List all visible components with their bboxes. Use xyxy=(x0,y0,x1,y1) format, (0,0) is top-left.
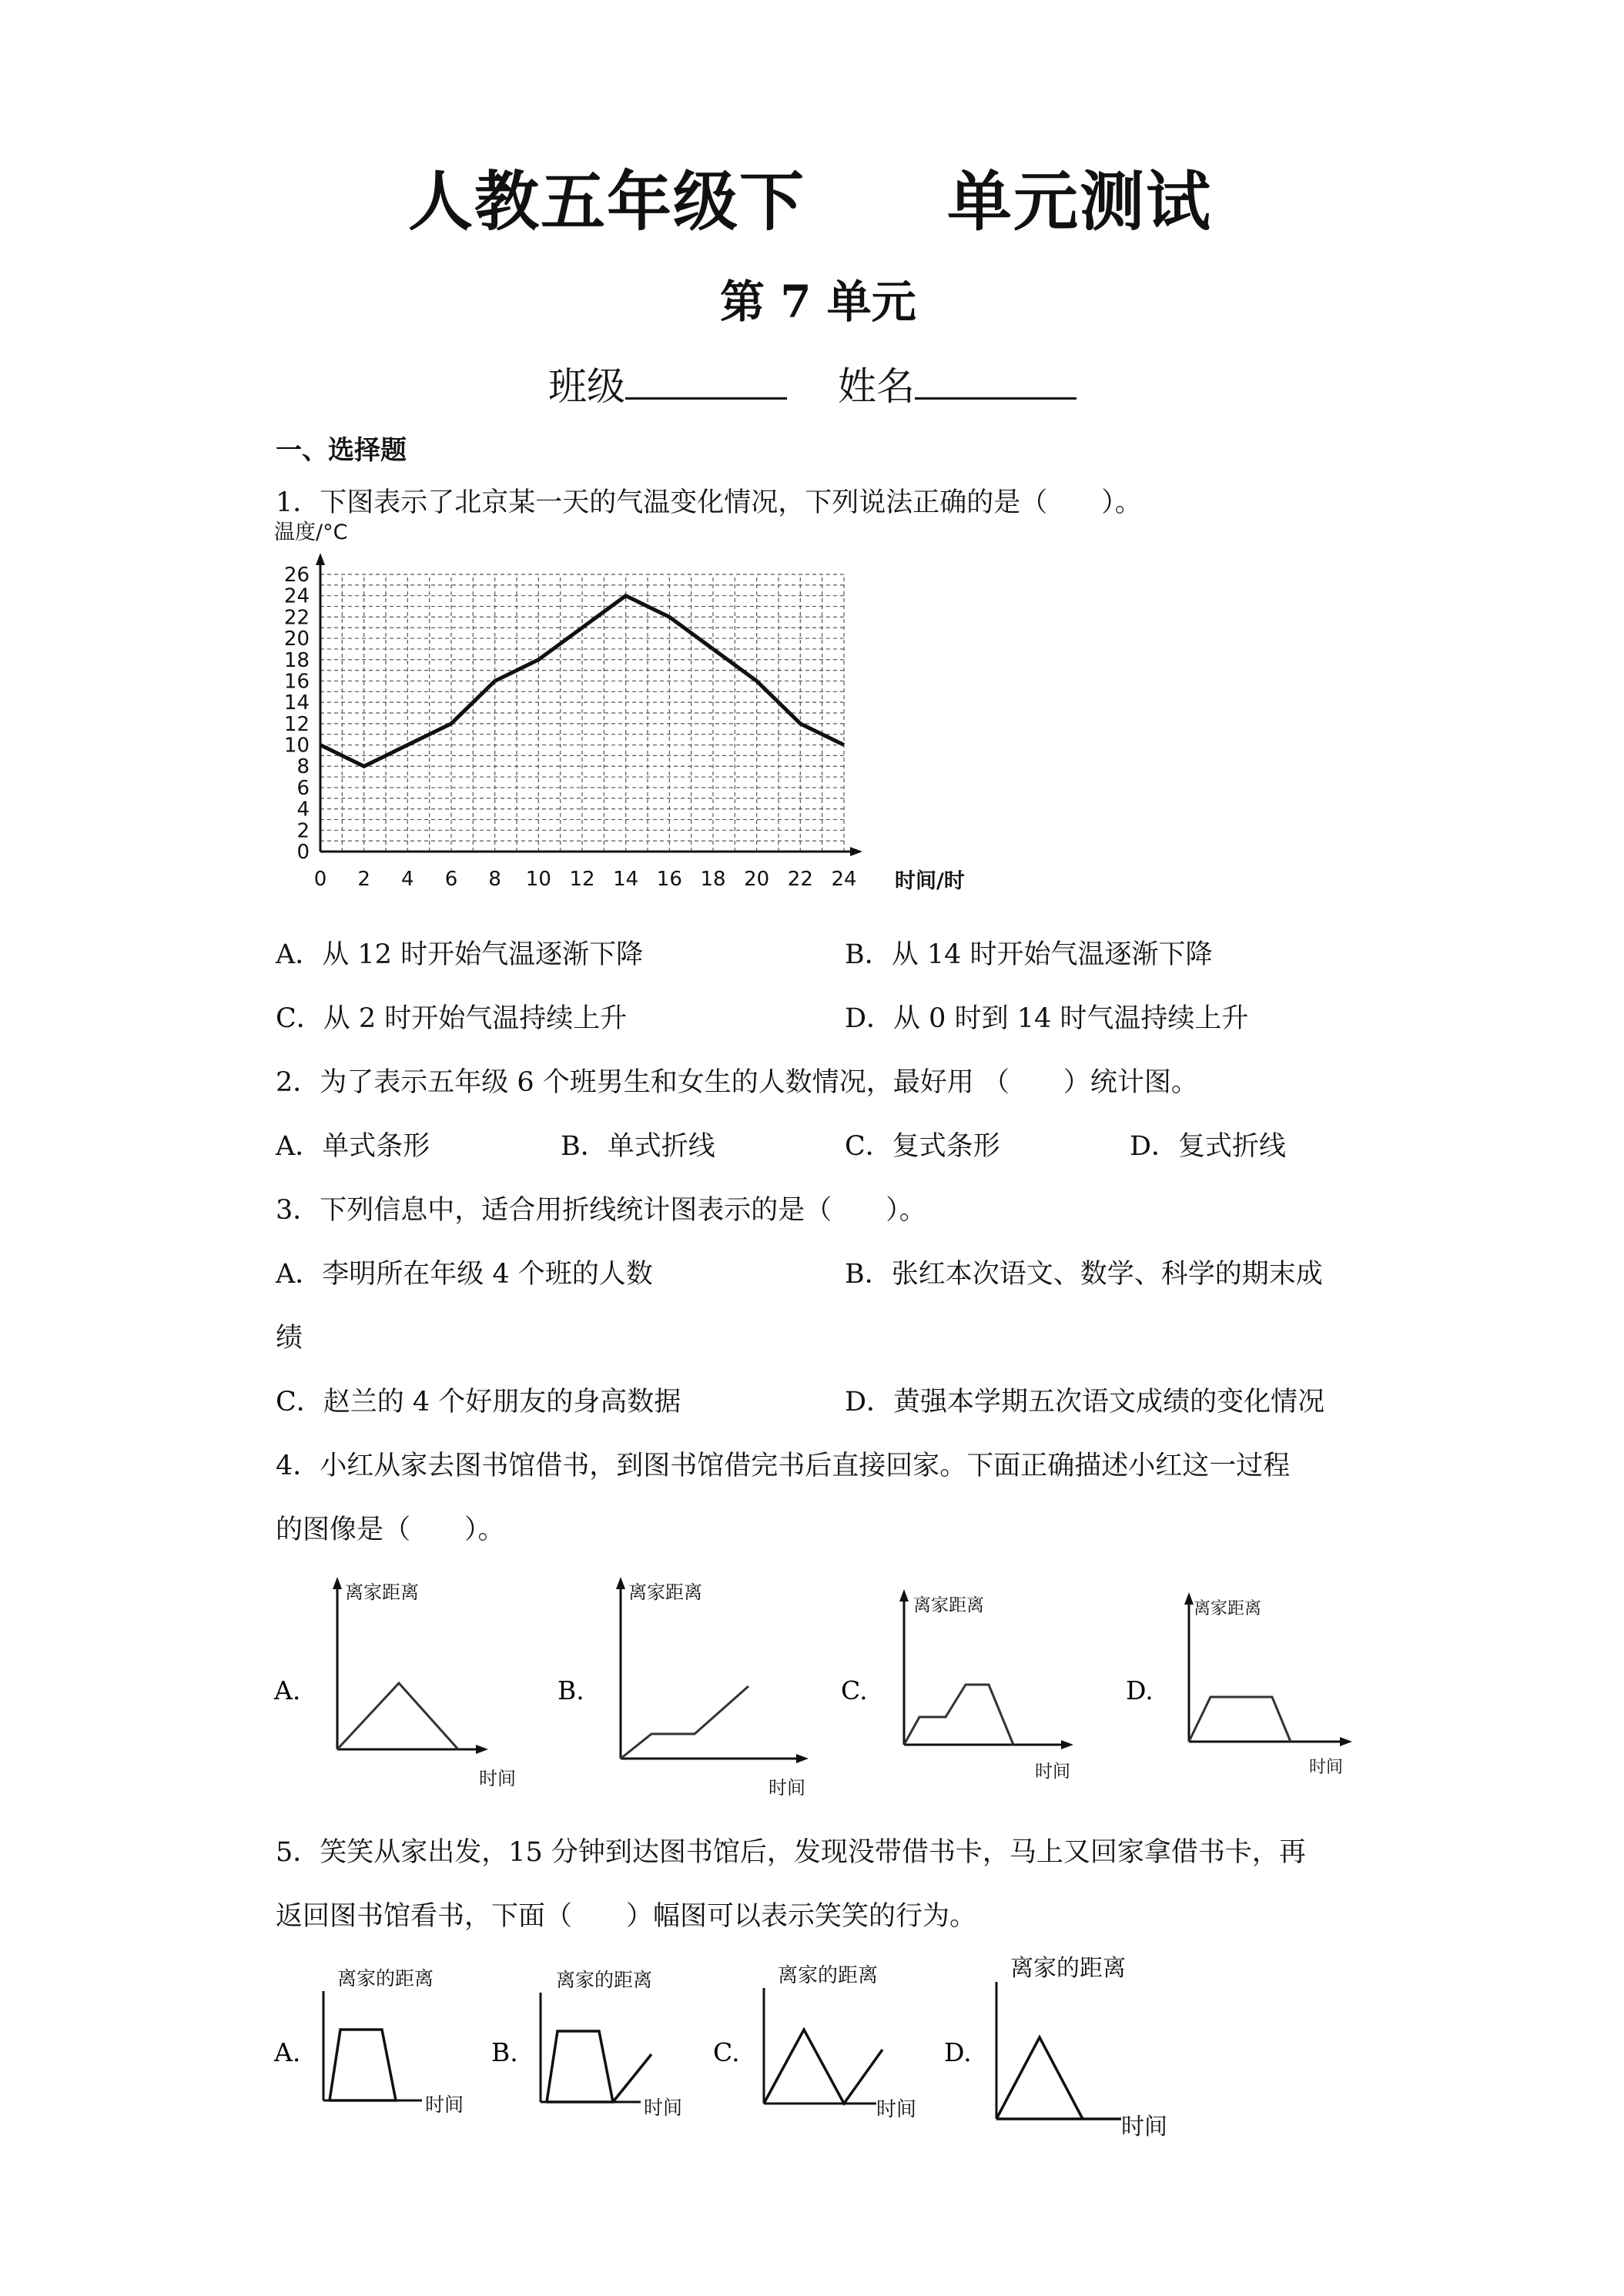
q5-graph-a[interactable] xyxy=(273,1967,464,2116)
q5-graph-b[interactable] xyxy=(491,1969,682,2119)
q5-a-ylabel: 离家的距离 xyxy=(337,1967,434,1990)
x-tick-label: 24 xyxy=(831,868,857,891)
y-tick-label: 10 xyxy=(283,734,310,758)
y-tick-label: 4 xyxy=(296,798,310,822)
q4-d-xlabel: 时间 xyxy=(1309,1758,1344,1777)
unit-title: 第 7 单元 xyxy=(720,276,916,328)
q2-stem: 2．为了表示五年级 6 个班男生和女生的人数情况，最好用 （ ）统计图。 xyxy=(276,1067,1198,1098)
q5-c-xlabel: 时间 xyxy=(876,2098,917,2121)
q5-stem-line1: 5．笑笑从家出发，15 分钟到达图书馆后，发现没带借书卡，马上又回家拿借书卡，再 xyxy=(276,1837,1306,1868)
q4-label-a: A. xyxy=(274,1675,301,1705)
q5-label-b: B. xyxy=(491,2037,518,2067)
name-blank[interactable] xyxy=(915,363,1077,400)
q5-graph-d[interactable] xyxy=(944,1955,1167,2140)
q4-graph-b[interactable] xyxy=(558,1577,809,1799)
q5-a-xlabel: 时间 xyxy=(425,2094,464,2116)
q4-label-b: B. xyxy=(558,1675,584,1705)
x-tick-label: 10 xyxy=(525,868,551,891)
q1-option-a[interactable]: A．从 12 时开始气温逐渐下降 xyxy=(276,939,644,970)
q4-a-xlabel: 时间 xyxy=(479,1768,516,1789)
q5-label-c: C. xyxy=(713,2037,740,2067)
q5-b-ylabel: 离家的距离 xyxy=(556,1969,653,1991)
q1-option-d[interactable]: D．从 0 时到 14 时气温持续上升 xyxy=(845,1003,1249,1034)
q4-a-ylabel: 离家距离 xyxy=(345,1581,419,1603)
q5-graphs xyxy=(270,1948,1386,2156)
q4-graph-d[interactable] xyxy=(1126,1592,1352,1777)
q2-option-b[interactable]: B．单式折线 xyxy=(561,1131,715,1162)
chart-grid xyxy=(320,574,844,852)
y-tick-label: 6 xyxy=(296,776,310,800)
q3-option-a[interactable]: A．李明所在年级 4 个班的人数 xyxy=(276,1259,653,1290)
x-axis-arrow xyxy=(850,847,862,856)
q5-b-xlabel: 时间 xyxy=(644,2097,683,2119)
q4-graph-a[interactable] xyxy=(273,1577,516,1789)
y-tick-label: 26 xyxy=(283,564,310,587)
y-tick-label: 2 xyxy=(296,819,310,843)
name-field xyxy=(838,356,1077,411)
q4-d-ylabel: 离家距离 xyxy=(1194,1599,1262,1618)
page-title-left: 人教五年级下 xyxy=(408,164,806,239)
x-tick-label: 6 xyxy=(444,868,458,891)
q4-b-ylabel: 离家距离 xyxy=(628,1581,702,1603)
x-tick-label: 0 xyxy=(313,868,327,891)
q4-label-d: D. xyxy=(1126,1675,1154,1705)
class-field xyxy=(548,356,787,411)
y-axis-arrow xyxy=(316,553,325,565)
q3-option-b[interactable]: B．张红本次语文、数学、科学的期末成 xyxy=(845,1259,1323,1290)
y-tick-label: 0 xyxy=(296,841,310,864)
q5-label-d: D. xyxy=(944,2037,972,2067)
q4-stem-line2: 的图像是（ ）。 xyxy=(276,1514,505,1545)
q3-stem: 3．下列信息中，适合用折线统计图表示的是（ ）。 xyxy=(276,1195,926,1226)
x-tick-label: 2 xyxy=(357,868,370,891)
q4-graph-c[interactable] xyxy=(841,1589,1073,1782)
x-tick-label: 20 xyxy=(744,868,770,891)
y-tick-label: 20 xyxy=(283,628,310,651)
q3-option-b-continued: 绩 xyxy=(276,1323,303,1354)
q1-stem: 1．下图表示了北京某一天的气温变化情况，下列说法正确的是（ ）。 xyxy=(276,487,1142,518)
q2-option-c[interactable]: C．复式条形 xyxy=(845,1131,1000,1162)
chart-y-ticks xyxy=(284,564,310,864)
q1-option-b[interactable]: B．从 14 时开始气温逐渐下降 xyxy=(845,939,1213,970)
q4-c-ylabel: 离家距离 xyxy=(913,1595,984,1615)
q3-option-c[interactable]: C．赵兰的 4 个好朋友的身高数据 xyxy=(276,1387,681,1417)
q5-graph-c[interactable] xyxy=(713,1964,916,2121)
y-tick-label: 12 xyxy=(283,712,310,736)
q4-b-xlabel: 时间 xyxy=(768,1777,805,1799)
section-title: 一、选择题 xyxy=(276,435,407,466)
q1-option-c[interactable]: C．从 2 时开始气温持续上升 xyxy=(276,1003,628,1034)
page-title-right: 单元测试 xyxy=(947,164,1213,239)
y-tick-label: 18 xyxy=(283,648,310,672)
q5-d-xlabel: 时间 xyxy=(1121,2114,1167,2140)
chart-xlabel: 时间/时 xyxy=(895,869,965,893)
y-tick-label: 24 xyxy=(283,584,310,608)
class-blank[interactable] xyxy=(625,363,787,400)
y-tick-label: 14 xyxy=(283,691,310,715)
temperature-line-chart xyxy=(270,520,1001,901)
x-tick-label: 14 xyxy=(613,868,639,891)
x-tick-label: 12 xyxy=(569,868,595,891)
chart-ylabel: 温度/°C xyxy=(274,520,348,544)
chart-x-ticks xyxy=(314,868,857,891)
q3-option-d[interactable]: D．黄强本学期五次语文成绩的变化情况 xyxy=(845,1387,1325,1417)
q4-graphs xyxy=(270,1571,1386,1809)
q5-c-ylabel: 离家的距离 xyxy=(778,1964,879,1987)
class-label: 班级 xyxy=(548,364,625,409)
q5-stem-line2: 返回图书馆看书，下面（ ）幅图可以表示笑笑的行为。 xyxy=(276,1901,977,1932)
q4-label-c: C. xyxy=(841,1675,868,1705)
x-tick-label: 8 xyxy=(488,868,501,891)
y-tick-label: 16 xyxy=(283,670,310,694)
q2-option-a[interactable]: A．单式条形 xyxy=(276,1131,430,1162)
y-tick-label: 22 xyxy=(283,606,310,630)
x-tick-label: 18 xyxy=(700,868,726,891)
x-tick-label: 22 xyxy=(787,868,813,891)
x-tick-label: 16 xyxy=(656,868,682,891)
name-label: 姓名 xyxy=(838,364,915,409)
q5-d-ylabel: 离家的距离 xyxy=(1010,1955,1126,1982)
q4-c-xlabel: 时间 xyxy=(1035,1762,1070,1782)
x-tick-label: 4 xyxy=(401,868,414,891)
y-tick-label: 8 xyxy=(296,755,310,779)
q5-label-a: A. xyxy=(274,2037,301,2067)
q4-stem-line1: 4．小红从家去图书馆借书，到图书馆借完书后直接回家。下面正确描述小红这一过程 xyxy=(276,1451,1291,1481)
q2-option-d[interactable]: D．复式折线 xyxy=(1130,1131,1287,1162)
